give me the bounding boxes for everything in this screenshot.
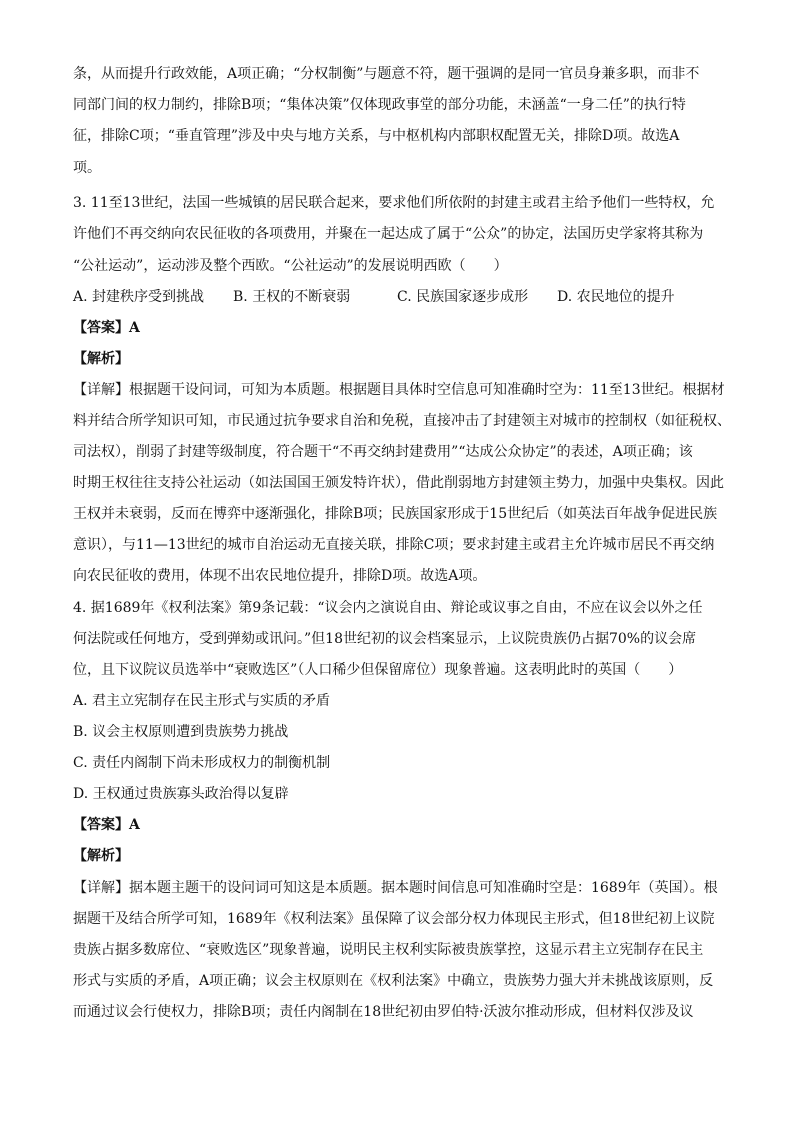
q2-analysis-line: 征，排除C项；“垂直管理”涉及中央与地方关系，与中枢机构内部职权配置无关，排除D项。故选A: [73, 128, 680, 144]
q3-option-d: D. 农民地位的提升: [557, 289, 675, 305]
q3-detail-line: 料并结合所学知识可知，市民通过抗争要求自治和免税，直接冲击了封建领主对城市的控制权（如征税权、: [73, 413, 731, 429]
q3-detail-line: 王权并未衰弱，反而在博弈中逐渐强化，排除B项；民族国家形成于15世纪后（如英法百年战争促进民族: [73, 506, 718, 522]
q2-analysis-line: 同部门间的权力制约，排除B项；“集体决策”仅体现政事堂的部分功能，未涵盖“一身二任”的执行特: [73, 97, 686, 113]
q4-stem-line: 何法院或任何地方，受到弹劾或讯问。”但18世纪初的议会档案显示，上议院贵族仍占据70%的议会席: [73, 631, 697, 647]
q4-detail-line: 贵族占据多数席位、“衰败选区”现象普遍，说明民主权利实际被贵族掌控，这显示君主立宪制存在民主: [73, 942, 704, 958]
q3-stem-line: 许他们不再交纳向农民征收的各项费用，并聚在一起达成了属于“公众”的协定，法国历史学家将其称为: [73, 226, 704, 242]
q3-option-b: B. 王权的不断衰弱: [233, 289, 351, 305]
q4-option-d: D. 王权通过贵族寡头政治得以复辟: [73, 786, 289, 802]
q3-stem-line: 3. 11至13世纪，法国一些城镇的居民联合起来，要求他们所依附的封建主或君主给予他们一些特权，允: [73, 195, 715, 211]
q4-detail-line: 形式与实质的矛盾，A项正确；议会主权原则在《权利法案》中确立，贵族势力强大并未挑战该原则，反: [73, 973, 714, 989]
q3-option-c: C. 民族国家逐步成形: [397, 289, 529, 305]
q3-options: [73, 287, 733, 307]
q3-detail-line: 时期王权往往支持公社运动（如法国国王颁发特许状），借此削弱地方封建领主势力，加强中央集权。因此: [73, 475, 724, 491]
q3-detail-line: 意识），与11—13世纪的城市自治运动无直接关联，排除C项；要求封建主或君主允许城市居民不再交纳: [73, 537, 715, 553]
q4-option-c: C. 责任内阁制下尚未形成权力的制衡机制: [73, 755, 331, 771]
q3-detail-line: 司法权），削弱了封建等级制度，符合题干“不再交纳封建费用”“达成公众协定”的表述，A项正确；该: [73, 444, 693, 460]
q4-stem-line: 位，且下议院议员选举中“衰败选区”（人口稀少但保留席位）现象普遍。这表明此时的英国（ ）: [73, 662, 683, 678]
q4-detail-line: 而通过议会行使权力，排除B项；责任内阁制在18世纪初由罗伯特·沃波尔推动形成，但材料仅涉及议: [73, 1004, 694, 1020]
q3-detail-line: 向农民征收的费用，体现不出农民地位提升，排除D项。故选A项。: [73, 568, 487, 584]
q3-answer: 【答案】A: [73, 320, 140, 336]
q3-analysis-label: 【解析】: [73, 351, 129, 367]
q2-analysis-line: 项。: [73, 160, 101, 176]
q3-stem-line: “公社运动”，运动涉及整个西欧。“公社运动”的发展说明西欧（ ）: [73, 258, 508, 274]
q4-answer: 【答案】A: [73, 817, 140, 833]
q4-detail-line: 据题干及结合所学可知，1689年《权利法案》虽保障了议会部分权力体现民主形式，但18世纪初上议院: [73, 911, 715, 927]
q4-option-a: A. 君主立宪制存在民主形式与实质的矛盾: [73, 693, 331, 709]
q3-detail-line: 【详解】根据题干设问词，可知为本质题。根据题目具体时空信息可知准确时空为：11至13世纪。根据材: [73, 382, 725, 398]
q4-analysis-label: 【解析】: [73, 848, 129, 864]
q4-stem-line: 4. 据1689年《权利法案》第9条记载：“议会内之演说自由、辩论或议事之自由，不应在议会以外之任: [73, 600, 703, 616]
q3-option-a: A. 封建秩序受到挑战: [73, 289, 205, 305]
q4-option-b: B. 议会主权原则遭到贵族势力挑战: [73, 724, 289, 740]
q2-analysis-line: 条，从而提升行政效能，A项正确；“分权制衡”与题意不符，题干强调的是同一官员身兼多职，而非不: [73, 66, 700, 82]
q4-detail-line: 【详解】据本题主题干的设问词可知这是本质题。据本题时间信息可知准确时空是：1689年（英国）。根: [73, 880, 718, 896]
